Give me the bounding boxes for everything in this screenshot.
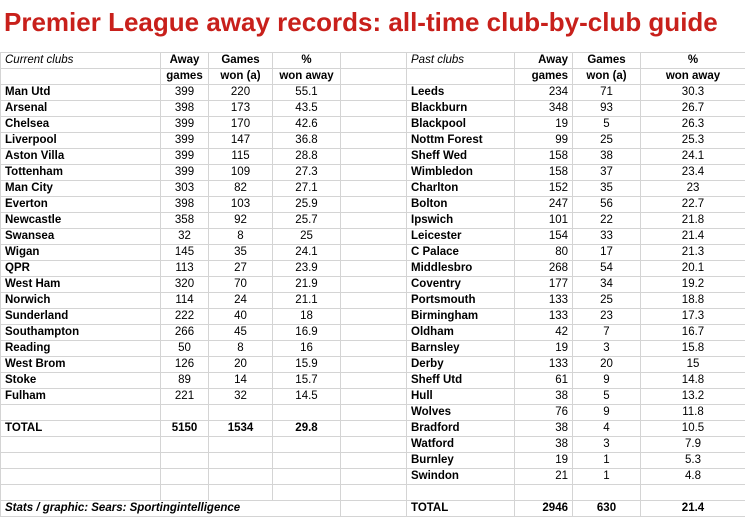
away-games: 303	[161, 181, 209, 197]
club-name: Burnley	[407, 453, 515, 469]
away-games: 89	[161, 373, 209, 389]
spacer-cell	[341, 197, 407, 213]
pct-won: 22.7	[641, 197, 745, 213]
current-pct-header: won away	[273, 69, 341, 85]
club-name: QPR	[1, 261, 161, 277]
games-won: 147	[209, 133, 273, 149]
pct-won: 26.3	[641, 117, 745, 133]
games-won: 40	[209, 309, 273, 325]
blank-cell	[273, 453, 341, 469]
spacer-cell	[341, 69, 407, 85]
pct-won: 25.7	[273, 213, 341, 229]
club-name: Tottenham	[1, 165, 161, 181]
club-name: Birmingham	[407, 309, 515, 325]
club-name: Wimbledon	[407, 165, 515, 181]
past-pct-header: %	[641, 53, 745, 69]
games-won: 56	[573, 197, 641, 213]
table-row	[1, 421, 745, 437]
club-name: Middlesbro	[407, 261, 515, 277]
spacer-cell	[341, 85, 407, 101]
games-won: 20	[209, 357, 273, 373]
past-pct-header: won away	[641, 69, 745, 85]
away-games: 99	[515, 133, 573, 149]
blank-cell	[341, 485, 407, 501]
spacer-cell	[341, 133, 407, 149]
blank-cell	[209, 485, 273, 501]
past-away-header: Away	[515, 53, 573, 69]
blank-cell	[209, 469, 273, 485]
total-away-games: 2946	[515, 501, 573, 517]
spacer-cell	[341, 117, 407, 133]
games-won: 23	[573, 309, 641, 325]
club-name: West Ham	[1, 277, 161, 293]
club-name: Wigan	[1, 245, 161, 261]
pct-won: 7.9	[641, 437, 745, 453]
club-name: Swindon	[407, 469, 515, 485]
away-games: 348	[515, 101, 573, 117]
pct-won: 26.7	[641, 101, 745, 117]
away-games: 38	[515, 389, 573, 405]
games-won: 27	[209, 261, 273, 277]
club-name: Bolton	[407, 197, 515, 213]
games-won: 109	[209, 165, 273, 181]
club-name: Sunderland	[1, 309, 161, 325]
table-row	[1, 181, 745, 197]
table-row	[1, 197, 745, 213]
blank-cell	[161, 437, 209, 453]
table-row	[1, 373, 745, 389]
table-row	[1, 85, 745, 101]
away-games: 133	[515, 309, 573, 325]
pct-won: 13.2	[641, 389, 745, 405]
blank-cell	[273, 485, 341, 501]
pct-won: 15.7	[273, 373, 341, 389]
away-games: 50	[161, 341, 209, 357]
games-won: 54	[573, 261, 641, 277]
games-won: 3	[573, 437, 641, 453]
games-won: 25	[573, 293, 641, 309]
pct-won: 55.1	[273, 85, 341, 101]
away-games: 398	[161, 197, 209, 213]
games-won: 35	[573, 181, 641, 197]
club-name: Leicester	[407, 229, 515, 245]
games-won: 9	[573, 405, 641, 421]
pct-won: 15	[641, 357, 745, 373]
total-away-games: 5150	[161, 421, 209, 437]
club-name: Liverpool	[1, 133, 161, 149]
club-name: Newcastle	[1, 213, 161, 229]
games-won: 35	[209, 245, 273, 261]
pct-won: 20.1	[641, 261, 745, 277]
spacer-cell	[341, 245, 407, 261]
total-pct-won: 21.4	[641, 501, 745, 517]
away-games: 38	[515, 437, 573, 453]
club-name: Swansea	[1, 229, 161, 245]
club-name: Charlton	[407, 181, 515, 197]
current-away-header: Away	[161, 53, 209, 69]
blank-cell	[209, 437, 273, 453]
pct-won: 24.1	[641, 149, 745, 165]
table-row	[1, 277, 745, 293]
blank-cell	[641, 485, 745, 501]
games-won: 92	[209, 213, 273, 229]
pct-won: 15.9	[273, 357, 341, 373]
games-won: 70	[209, 277, 273, 293]
club-name: Chelsea	[1, 117, 161, 133]
table-row	[1, 53, 745, 69]
table-row	[1, 469, 745, 485]
past-away-header: games	[515, 69, 573, 85]
away-games: 42	[515, 325, 573, 341]
current-pct-header: %	[273, 53, 341, 69]
games-won: 1	[573, 453, 641, 469]
table-row	[1, 437, 745, 453]
games-won: 17	[573, 245, 641, 261]
club-name: Watford	[407, 437, 515, 453]
games-won: 170	[209, 117, 273, 133]
away-records-table	[0, 52, 745, 517]
blank-cell	[209, 405, 273, 421]
club-name: Man City	[1, 181, 161, 197]
pct-won: 10.5	[641, 421, 745, 437]
pct-won: 23.4	[641, 165, 745, 181]
games-won: 22	[573, 213, 641, 229]
pct-won: 4.8	[641, 469, 745, 485]
pct-won: 21.9	[273, 277, 341, 293]
club-name: Arsenal	[1, 101, 161, 117]
pct-won: 43.5	[273, 101, 341, 117]
current-clubs-header: Current clubs	[1, 53, 161, 69]
table-row	[1, 485, 745, 501]
spacer-cell	[341, 405, 407, 421]
games-won: 25	[573, 133, 641, 149]
blank-cell	[161, 485, 209, 501]
away-games: 133	[515, 357, 573, 373]
table-row	[1, 245, 745, 261]
away-games: 399	[161, 165, 209, 181]
away-games: 32	[161, 229, 209, 245]
blank-cell	[573, 485, 641, 501]
club-name: Barnsley	[407, 341, 515, 357]
pct-won: 21.4	[641, 229, 745, 245]
away-games: 21	[515, 469, 573, 485]
pct-won: 30.3	[641, 85, 745, 101]
games-won: 37	[573, 165, 641, 181]
total-label: TOTAL	[407, 501, 515, 517]
club-name: C Palace	[407, 245, 515, 261]
total-label: TOTAL	[1, 421, 161, 437]
away-games: 177	[515, 277, 573, 293]
spacer-cell	[341, 453, 407, 469]
blank-cell	[407, 485, 515, 501]
games-won: 1	[573, 469, 641, 485]
club-name: Fulham	[1, 389, 161, 405]
table-row	[1, 101, 745, 117]
away-games: 19	[515, 453, 573, 469]
club-name: West Brom	[1, 357, 161, 373]
away-games: 399	[161, 85, 209, 101]
spacer-cell	[341, 229, 407, 245]
table-row	[1, 69, 745, 85]
games-won: 32	[209, 389, 273, 405]
away-games: 126	[161, 357, 209, 373]
games-won: 71	[573, 85, 641, 101]
pct-won: 23	[641, 181, 745, 197]
blank-cell	[161, 469, 209, 485]
away-games: 399	[161, 117, 209, 133]
spacer-cell	[341, 165, 407, 181]
games-won: 24	[209, 293, 273, 309]
pct-won: 25.9	[273, 197, 341, 213]
blank-cell	[407, 69, 515, 85]
club-name: Portsmouth	[407, 293, 515, 309]
table-row	[1, 149, 745, 165]
pct-won: 42.6	[273, 117, 341, 133]
pct-won: 21.3	[641, 245, 745, 261]
games-won: 14	[209, 373, 273, 389]
table-row	[1, 325, 745, 341]
pct-won: 25	[273, 229, 341, 245]
past-clubs-header: Past clubs	[407, 53, 515, 69]
club-name: Southampton	[1, 325, 161, 341]
pct-won: 14.5	[273, 389, 341, 405]
away-games: 234	[515, 85, 573, 101]
club-name: Reading	[1, 341, 161, 357]
away-games: 320	[161, 277, 209, 293]
away-games: 76	[515, 405, 573, 421]
pct-won: 14.8	[641, 373, 745, 389]
blank-cell	[1, 437, 161, 453]
pct-won: 16.9	[273, 325, 341, 341]
away-games: 19	[515, 341, 573, 357]
away-games: 113	[161, 261, 209, 277]
games-won: 33	[573, 229, 641, 245]
games-won: 7	[573, 325, 641, 341]
club-name: Oldham	[407, 325, 515, 341]
away-games: 80	[515, 245, 573, 261]
away-games: 221	[161, 389, 209, 405]
games-won: 9	[573, 373, 641, 389]
games-won: 220	[209, 85, 273, 101]
pct-won: 21.8	[641, 213, 745, 229]
pct-won: 19.2	[641, 277, 745, 293]
pct-won: 17.3	[641, 309, 745, 325]
spacer-cell	[341, 293, 407, 309]
games-won: 34	[573, 277, 641, 293]
pct-won: 25.3	[641, 133, 745, 149]
blank-cell	[1, 469, 161, 485]
table-row	[1, 229, 745, 245]
total-games-won: 1534	[209, 421, 273, 437]
games-won: 3	[573, 341, 641, 357]
away-games: 158	[515, 149, 573, 165]
pct-won: 18.8	[641, 293, 745, 309]
games-won: 103	[209, 197, 273, 213]
club-name: Blackpool	[407, 117, 515, 133]
club-name: Leeds	[407, 85, 515, 101]
blank-cell	[1, 485, 161, 501]
away-games: 399	[161, 149, 209, 165]
club-name: Man Utd	[1, 85, 161, 101]
club-name: Sheff Wed	[407, 149, 515, 165]
table-row	[1, 293, 745, 309]
club-name: Bradford	[407, 421, 515, 437]
away-games: 152	[515, 181, 573, 197]
credit-line: Stats / graphic: Sears: Sportingintelligence	[1, 501, 341, 517]
club-name: Sheff Utd	[407, 373, 515, 389]
club-name: Hull	[407, 389, 515, 405]
club-name: Nottm Forest	[407, 133, 515, 149]
table-row	[1, 501, 745, 517]
table-row	[1, 405, 745, 421]
spacer-cell	[341, 309, 407, 325]
pct-won: 24.1	[273, 245, 341, 261]
table-row	[1, 341, 745, 357]
table-row	[1, 261, 745, 277]
away-games: 358	[161, 213, 209, 229]
page-title: Premier League away records: all-time club-by-club guide	[4, 7, 718, 37]
pct-won: 36.8	[273, 133, 341, 149]
pct-won: 28.8	[273, 149, 341, 165]
games-won: 8	[209, 229, 273, 245]
pct-won: 23.9	[273, 261, 341, 277]
away-games: 114	[161, 293, 209, 309]
table-row	[1, 117, 745, 133]
club-name: Norwich	[1, 293, 161, 309]
away-games: 268	[515, 261, 573, 277]
games-won: 4	[573, 421, 641, 437]
games-won: 173	[209, 101, 273, 117]
table-row	[1, 165, 745, 181]
blank-cell	[273, 437, 341, 453]
games-won: 115	[209, 149, 273, 165]
away-games: 145	[161, 245, 209, 261]
spacer-cell	[341, 101, 407, 117]
club-name: Wolves	[407, 405, 515, 421]
table-row	[1, 133, 745, 149]
blank-cell	[1, 453, 161, 469]
away-games: 266	[161, 325, 209, 341]
games-won: 45	[209, 325, 273, 341]
club-name: Blackburn	[407, 101, 515, 117]
games-won: 38	[573, 149, 641, 165]
club-name: Aston Villa	[1, 149, 161, 165]
blank-cell	[273, 469, 341, 485]
away-games: 154	[515, 229, 573, 245]
total-pct-won: 29.8	[273, 421, 341, 437]
spacer-cell	[341, 421, 407, 437]
pct-won: 27.1	[273, 181, 341, 197]
spacer-cell	[341, 437, 407, 453]
club-name: Ipswich	[407, 213, 515, 229]
spacer-cell	[341, 149, 407, 165]
table-row	[1, 389, 745, 405]
pct-won: 15.8	[641, 341, 745, 357]
spacer-cell	[341, 277, 407, 293]
spacer-cell	[341, 181, 407, 197]
pct-won: 18	[273, 309, 341, 325]
games-won: 20	[573, 357, 641, 373]
games-won: 82	[209, 181, 273, 197]
spacer-cell	[341, 53, 407, 69]
table-row	[1, 213, 745, 229]
away-games: 158	[515, 165, 573, 181]
current-won-header: won (a)	[209, 69, 273, 85]
total-games-won: 630	[573, 501, 641, 517]
spacer-cell	[341, 389, 407, 405]
games-won: 8	[209, 341, 273, 357]
pct-won: 5.3	[641, 453, 745, 469]
games-won: 5	[573, 389, 641, 405]
away-games: 38	[515, 421, 573, 437]
blank-cell	[1, 69, 161, 85]
spacer-cell	[341, 213, 407, 229]
blank-cell	[161, 453, 209, 469]
current-away-header: games	[161, 69, 209, 85]
blank-cell	[1, 405, 161, 421]
blank-cell	[161, 405, 209, 421]
spacer-cell	[341, 469, 407, 485]
away-games: 61	[515, 373, 573, 389]
spacer-cell	[341, 357, 407, 373]
spacer-cell	[341, 501, 407, 517]
games-won: 5	[573, 117, 641, 133]
pct-won: 27.3	[273, 165, 341, 181]
club-name: Stoke	[1, 373, 161, 389]
past-won-header: won (a)	[573, 69, 641, 85]
table-row	[1, 453, 745, 469]
table-row	[1, 357, 745, 373]
spacer-cell	[341, 325, 407, 341]
spacer-cell	[341, 341, 407, 357]
blank-cell	[209, 453, 273, 469]
pct-won: 16	[273, 341, 341, 357]
blank-cell	[273, 405, 341, 421]
table-row	[1, 309, 745, 325]
away-games: 19	[515, 117, 573, 133]
away-games: 398	[161, 101, 209, 117]
pct-won: 21.1	[273, 293, 341, 309]
away-games: 247	[515, 197, 573, 213]
past-won-header: Games	[573, 53, 641, 69]
club-name: Derby	[407, 357, 515, 373]
pct-won: 11.8	[641, 405, 745, 421]
away-games: 399	[161, 133, 209, 149]
away-games: 133	[515, 293, 573, 309]
club-name: Coventry	[407, 277, 515, 293]
current-won-header: Games	[209, 53, 273, 69]
spacer-cell	[341, 373, 407, 389]
blank-cell	[515, 485, 573, 501]
pct-won: 16.7	[641, 325, 745, 341]
away-games: 101	[515, 213, 573, 229]
club-name: Everton	[1, 197, 161, 213]
spacer-cell	[341, 261, 407, 277]
away-games: 222	[161, 309, 209, 325]
games-won: 93	[573, 101, 641, 117]
